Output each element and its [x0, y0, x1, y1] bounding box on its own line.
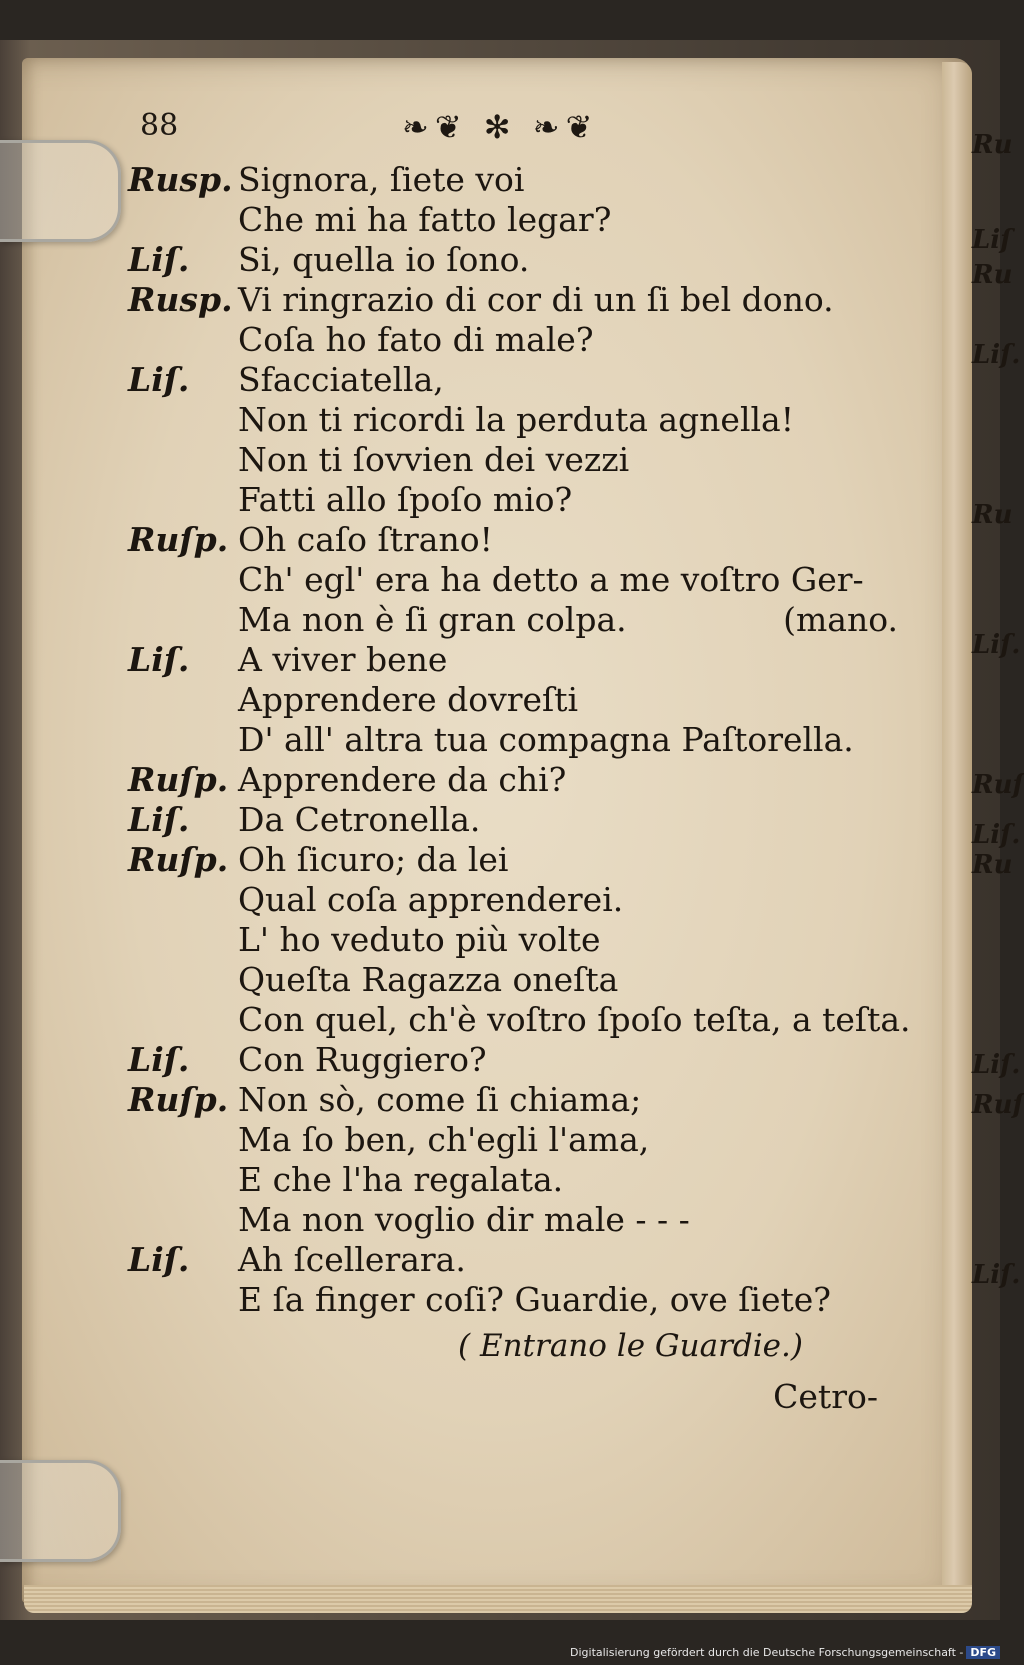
catchword-line: [128, 1372, 908, 1422]
verse-line: [128, 480, 908, 520]
verse-text: A viver bene: [238, 640, 448, 679]
digitization-credit: [570, 1646, 998, 1664]
next-page-speaker: Ruſ: [972, 770, 1024, 800]
verse-line: [128, 760, 908, 800]
verse-line: [128, 280, 908, 320]
next-page-speaker: Liſ.: [972, 340, 1021, 370]
speaker-label: Liſ.: [128, 240, 190, 279]
stage-direction-line: [128, 1320, 908, 1372]
next-page-speaker: Liſ: [972, 225, 1012, 255]
speaker-label: Liſ.: [128, 1040, 190, 1079]
next-page-speaker: Ru: [972, 130, 1013, 160]
verse-line: [128, 1080, 908, 1120]
verse-line: [128, 680, 908, 720]
verse-text: Ma non voglio dir male - - -: [238, 1200, 690, 1239]
verse-text: Che mi ha fatto legar?: [238, 200, 612, 239]
verse-text: Si, quella io ſono.: [238, 240, 530, 279]
verse-line: [128, 200, 908, 240]
stage-direction: ( Entrano le Guardie.): [458, 1328, 803, 1364]
verse-text: Non ti ricordi la perduta agnella!: [238, 400, 794, 439]
verse-text: Ma ſo ben, ch'egli l'ama,: [238, 1120, 650, 1159]
verse-text: Vi ringrazio di cor di un ſi bel dono.: [238, 280, 834, 319]
verse-line: [128, 400, 908, 440]
verse-text: Non ti ſovvien dei vezzi: [238, 440, 630, 479]
verse-line: [128, 600, 908, 640]
verse-text: Apprendere dovreſti: [238, 680, 579, 719]
verse-text: Sfacciatella,: [238, 360, 444, 399]
verse-text: Ma non è ſi gran colpa.: [238, 600, 627, 639]
credit-text: Digitalisierung gefördert durch die Deutsche Forschungsgemeinschaft -: [570, 1646, 964, 1659]
verse-line: [128, 1200, 908, 1240]
verse-text: Ch' egl' era ha detto a me voſtro Ger-: [238, 560, 864, 599]
verse-line: [128, 640, 908, 680]
dfg-logo: DFG: [966, 1646, 1000, 1659]
verse-line: [128, 1160, 908, 1200]
verse-text: Fatti allo ſpoſo mio?: [238, 480, 573, 519]
verse-text: Da Cetronella.: [238, 800, 481, 839]
next-page-speaker: Ru: [972, 500, 1013, 530]
verse-continuation: (mano.: [783, 600, 898, 639]
speaker-label: Ruſp.: [128, 760, 229, 799]
next-page-speaker: Liſ.: [972, 1050, 1021, 1080]
verse-line: [128, 520, 908, 560]
verse-line: [128, 800, 908, 840]
verse-line: [128, 1240, 908, 1280]
verse-text: Con quel, ch'è voſtro ſpoſo teſta, a teſta.: [238, 1000, 911, 1039]
verse-text: Signora, ſiete voi: [238, 160, 525, 199]
verse-line: [128, 960, 908, 1000]
verse-line: [128, 840, 908, 880]
speaker-label: Liſ.: [128, 360, 190, 399]
page-clip-bottom: [0, 1460, 121, 1562]
speaker-label: Liſ.: [128, 1240, 190, 1279]
verse-text: Non sò, come ſi chiama;: [238, 1080, 642, 1119]
speaker-label: Liſ.: [128, 800, 190, 839]
speaker-label: Liſ.: [128, 640, 190, 679]
page-header: [140, 108, 840, 153]
dialogue-text: [128, 160, 911, 1422]
verse-text: Qual coſa apprenderei.: [238, 880, 624, 919]
verse-line: [128, 440, 908, 480]
page-clip-top: [0, 140, 121, 242]
verse-line: [128, 1120, 908, 1160]
next-page-speaker: Liſ.: [972, 1260, 1021, 1290]
next-page-speaker: Liſ.: [972, 630, 1021, 660]
verse-line: [128, 1280, 908, 1320]
speaker-label: Rusp.: [128, 160, 233, 199]
verse-text: Apprendere da chi?: [238, 760, 567, 799]
next-page-speaker: Ruſ: [972, 1090, 1024, 1120]
header-ornament: ❧❦ ✻ ❧❦: [402, 108, 599, 146]
verse-line: [128, 920, 908, 960]
speaker-label: Rusp.: [128, 280, 233, 319]
next-page-speaker: Ru: [972, 260, 1013, 290]
next-page-speaker: Ru: [972, 850, 1013, 880]
verse-text: Queſta Ragazza oneſta: [238, 960, 619, 999]
next-page-speaker: Liſ.: [972, 820, 1021, 850]
verse-text: E ſa finger coſi? Guardie, ove ſiete?: [238, 1280, 832, 1319]
page-stack-edge: [24, 1585, 972, 1613]
verse-line: [128, 240, 908, 280]
speaker-label: Ruſp.: [128, 520, 229, 559]
verse-line: [128, 160, 908, 200]
verse-line: [128, 1000, 911, 1040]
verse-text: Oh ſicuro; da lei: [238, 840, 509, 879]
verse-text: E che l'ha regalata.: [238, 1160, 564, 1199]
verse-line: [128, 320, 908, 360]
verse-line: [128, 720, 908, 760]
speaker-label: Ruſp.: [128, 1080, 229, 1119]
verse-line: [128, 880, 908, 920]
verse-text: L' ho veduto più volte: [238, 920, 601, 959]
next-page-edge: [942, 62, 972, 1602]
verse-text: Oh caſo ſtrano!: [238, 520, 493, 559]
verse-text: Con Ruggiero?: [238, 1040, 487, 1079]
verse-text: D' all' altra tua compagna Paſtorella.: [238, 720, 854, 759]
speaker-label: Ruſp.: [128, 840, 229, 879]
verse-text: Ah ſcellerara.: [238, 1240, 466, 1279]
catchword: Cetro-: [773, 1377, 878, 1416]
verse-text: Coſa ho fato di male?: [238, 320, 594, 359]
verse-line: [128, 360, 908, 400]
page-number: 88: [140, 108, 179, 143]
verse-line: [128, 1040, 908, 1080]
verse-line: [128, 560, 908, 600]
